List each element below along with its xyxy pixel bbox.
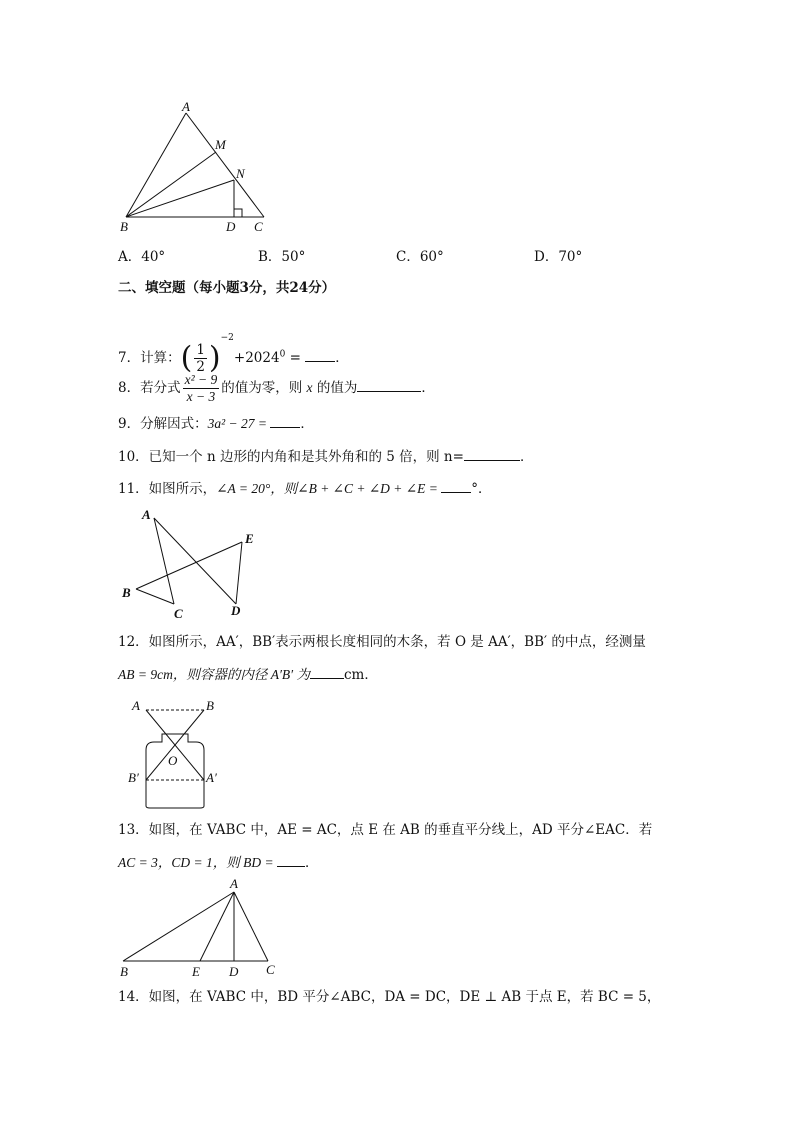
segment-bc (136, 589, 174, 604)
question-13-line-1: 13．如图，在 VABC 中，AE = AC，点 E 在 AB 的垂直平分线上，AD 平分∠EAC．若 (118, 822, 653, 838)
q9-answer-blank[interactable] (270, 413, 300, 428)
segment-ac (234, 892, 268, 961)
q8-fraction: $\frac{\text{x² − 9}}{x - 3}$ (184, 372, 218, 404)
q9-expression: 3a² − 27 = (207, 416, 271, 431)
label-c: C (266, 962, 275, 977)
segment-bn (126, 180, 234, 217)
right-angle-mark (234, 209, 242, 217)
label-m: M (215, 137, 226, 152)
q7-prefix: 7．计算： (118, 350, 181, 366)
q8-prefix: 8．若分式 (118, 380, 181, 396)
figure-q13-triangle (112, 876, 292, 980)
q9-end: ． (300, 416, 314, 432)
label-o: O (168, 753, 178, 768)
q11-prefix: 11．如图所示， (118, 481, 217, 497)
label-e: E (245, 531, 254, 546)
q10-answer-blank[interactable] (464, 446, 520, 461)
label-n: N (236, 166, 245, 181)
option-a: A．40° (118, 249, 166, 265)
figure-q11-star (116, 504, 266, 624)
segment-be (136, 542, 242, 589)
q12-answer-blank[interactable] (310, 664, 344, 679)
q7-fraction: $\frac{1}{2}$ (196, 342, 205, 375)
label-c: C (174, 606, 183, 621)
label-c: C (254, 219, 263, 234)
q11-answer-blank[interactable] (441, 478, 471, 493)
q11-expression: ∠A = 20°，则∠B + ∠C + ∠D + ∠E = (216, 481, 442, 496)
option-d: D．70° (534, 249, 583, 265)
q7-end: ． (335, 350, 349, 366)
q13-answer-blank[interactable] (277, 852, 305, 867)
q8-answer-blank[interactable] (357, 377, 421, 392)
question-13-line-2 (118, 852, 318, 873)
q8-middle: 的值为零，则 (221, 380, 307, 396)
label-a: A (132, 698, 140, 713)
q8-end: ． (421, 380, 435, 396)
question-9 (118, 413, 314, 434)
label-a: A (142, 507, 151, 522)
segment-ed (236, 542, 242, 604)
label-d: D (231, 603, 241, 618)
option-b: B．50° (258, 249, 306, 265)
label-d: D (229, 964, 239, 979)
label-b: B (122, 585, 131, 600)
q7-term: +2024 (233, 350, 280, 366)
segment-ac (154, 518, 174, 604)
label-a-prime: A′ (206, 770, 217, 785)
label-b: B (120, 964, 128, 979)
question-12-line-1: 12．如图所示，AA′，BB′表示两根长度相同的木条，若 O 是 AA′，BB′ 的中点，经测量 (118, 634, 646, 650)
label-d: D (226, 219, 236, 234)
question-10 (118, 446, 533, 467)
q7-exponent-zero: 0 (279, 349, 286, 360)
segment-bm (126, 152, 216, 217)
question-11 (118, 478, 491, 499)
figure-q6-triangle (112, 100, 282, 240)
q9-prefix: 9．分解因式： (118, 416, 208, 432)
q8-suffix: 的值为 (312, 380, 358, 396)
q7-equals: = (285, 350, 306, 366)
option-c: C．60° (396, 249, 444, 265)
q7-exponent: −2 (220, 333, 234, 343)
q10-text: 10．已知一个 n 边形的内角和是其外角和的 5 倍，则 n= (118, 449, 464, 465)
q11-end: °． (471, 481, 492, 497)
figure-q12-container (122, 696, 232, 812)
segment-ba (126, 113, 186, 217)
question-12-line-2 (118, 664, 378, 685)
question-7: 7．计算：( $\frac{1}{2}$ )$^{-2}+2024^0$ = ． (118, 333, 349, 376)
q10-end: ． (519, 449, 534, 465)
q12-measure: AB = 9cm，则容器的内径 A′B′ 为 (118, 667, 310, 682)
q7-answer-blank[interactable] (305, 347, 335, 362)
q12-unit: cm． (344, 667, 378, 683)
label-e: E (192, 964, 200, 979)
label-b: B (206, 698, 214, 713)
label-b-prime: B′ (128, 770, 139, 785)
segment-ad (154, 518, 236, 604)
question-8 (118, 370, 435, 406)
q13-end: ． (304, 855, 319, 871)
label-a: A (182, 100, 190, 114)
question-14-line-1: 14．如图，在 VABC 中，BD 平分∠ABC，DA = DC，DE ⊥ AB 于点 E，若 BC = 5， (118, 989, 661, 1005)
label-b: B (120, 219, 128, 234)
q8-variable: x (306, 380, 313, 395)
section-heading: 二、填空题（每小题3分，共24分） (118, 280, 336, 296)
q13-given: AC = 3，CD = 1，则 BD = (118, 855, 277, 870)
label-a: A (230, 876, 238, 891)
